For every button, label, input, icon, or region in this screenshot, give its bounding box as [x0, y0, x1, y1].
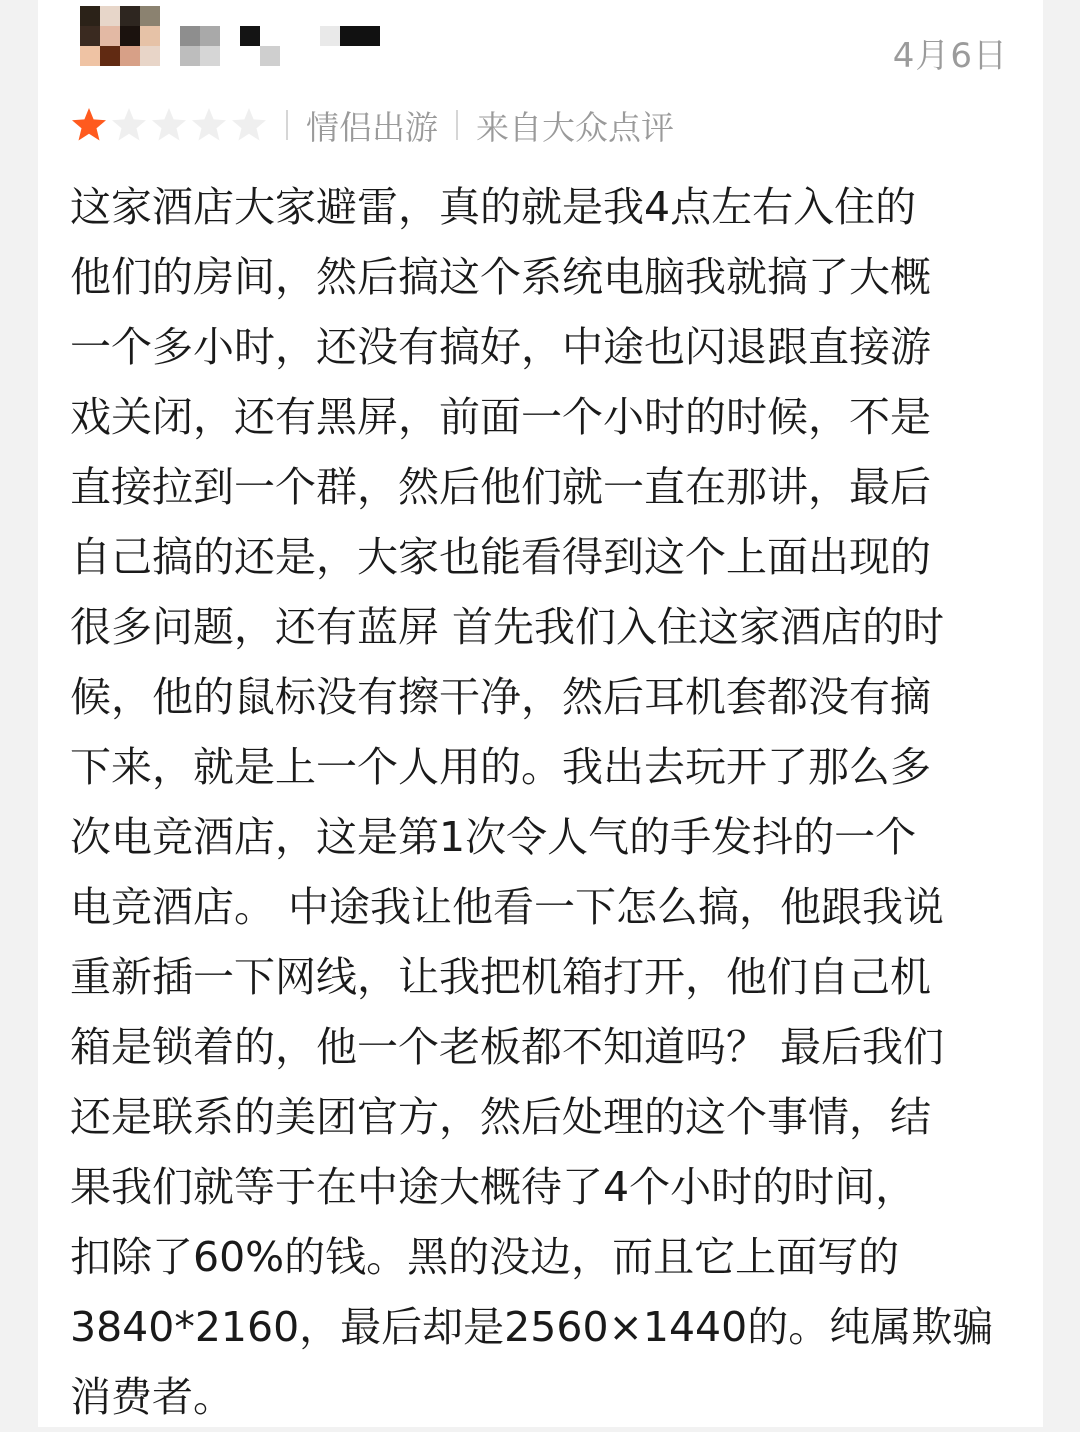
review-body	[70, 172, 1010, 1432]
star-filled-icon	[70, 106, 108, 144]
divider	[456, 110, 458, 140]
review-text-line: 他们的房间，然后搞这个系统电脑我就搞了大概	[70, 253, 931, 301]
review-text-line: 还是联系的美团官方，然后处理的这个事情，结	[70, 1093, 931, 1141]
tag-source: 来自大众点评	[476, 107, 674, 147]
username-pixelated[interactable]	[180, 26, 380, 68]
review-text-line: 重新插一下网线，让我把机箱打开，他们自己机	[70, 953, 931, 1001]
review-text-line: 自己搞的还是，大家也能看得到这个上面出现的	[70, 533, 931, 581]
review-text-line: 这家酒店大家避雷，真的就是我4点左右入住的	[70, 183, 917, 231]
review-text-line: 候，他的鼠标没有擦干净，然后耳机套都没有摘	[70, 673, 931, 721]
review-text-line: 3840*2160，最后却是2560×1440的。纯属欺骗	[70, 1303, 994, 1351]
review-text-line: 一个多小时，还没有搞好，中途也闪退跟直接游	[70, 323, 931, 371]
review-text-line: 消费者。	[70, 1373, 234, 1421]
avatar[interactable]	[80, 6, 160, 66]
star-empty-icon	[110, 106, 148, 144]
star-empty-icon	[190, 106, 228, 144]
review-text-line: 果我们就等于在中途大概待了4个小时的时间，	[70, 1163, 917, 1211]
review-text-line: 戏关闭，还有黑屏，前面一个小时的时候，不是	[70, 393, 931, 441]
review-text-line: 次电竞酒店，这是第1次令人气的手发抖的一个	[70, 813, 917, 861]
review-meta	[70, 102, 674, 148]
review-text-line: 电竞酒店。 中途我让他看一下怎么搞，他跟我说	[70, 883, 945, 931]
review-text-line: 直接拉到一个群，然后他们就一直在那讲，最后	[70, 463, 931, 511]
star-empty-icon	[150, 106, 188, 144]
review-text-line: 下来，就是上一个人用的。我出去玩开了那么多	[70, 743, 931, 791]
star-empty-icon	[230, 106, 268, 144]
review-date: 4月6日	[892, 36, 1008, 76]
review-text-line: 箱是锁着的，他一个老板都不知道吗？ 最后我们	[70, 1023, 945, 1071]
review-text-line: 很多问题，还有蓝屏 首先我们入住这家酒店的时	[70, 603, 945, 651]
star-rating	[70, 106, 268, 144]
tag-trip-type[interactable]: 情侣出游	[306, 107, 438, 147]
divider	[286, 110, 288, 140]
review-text-line: 扣除了60%的钱。黑的没边，而且它上面写的	[70, 1233, 900, 1281]
